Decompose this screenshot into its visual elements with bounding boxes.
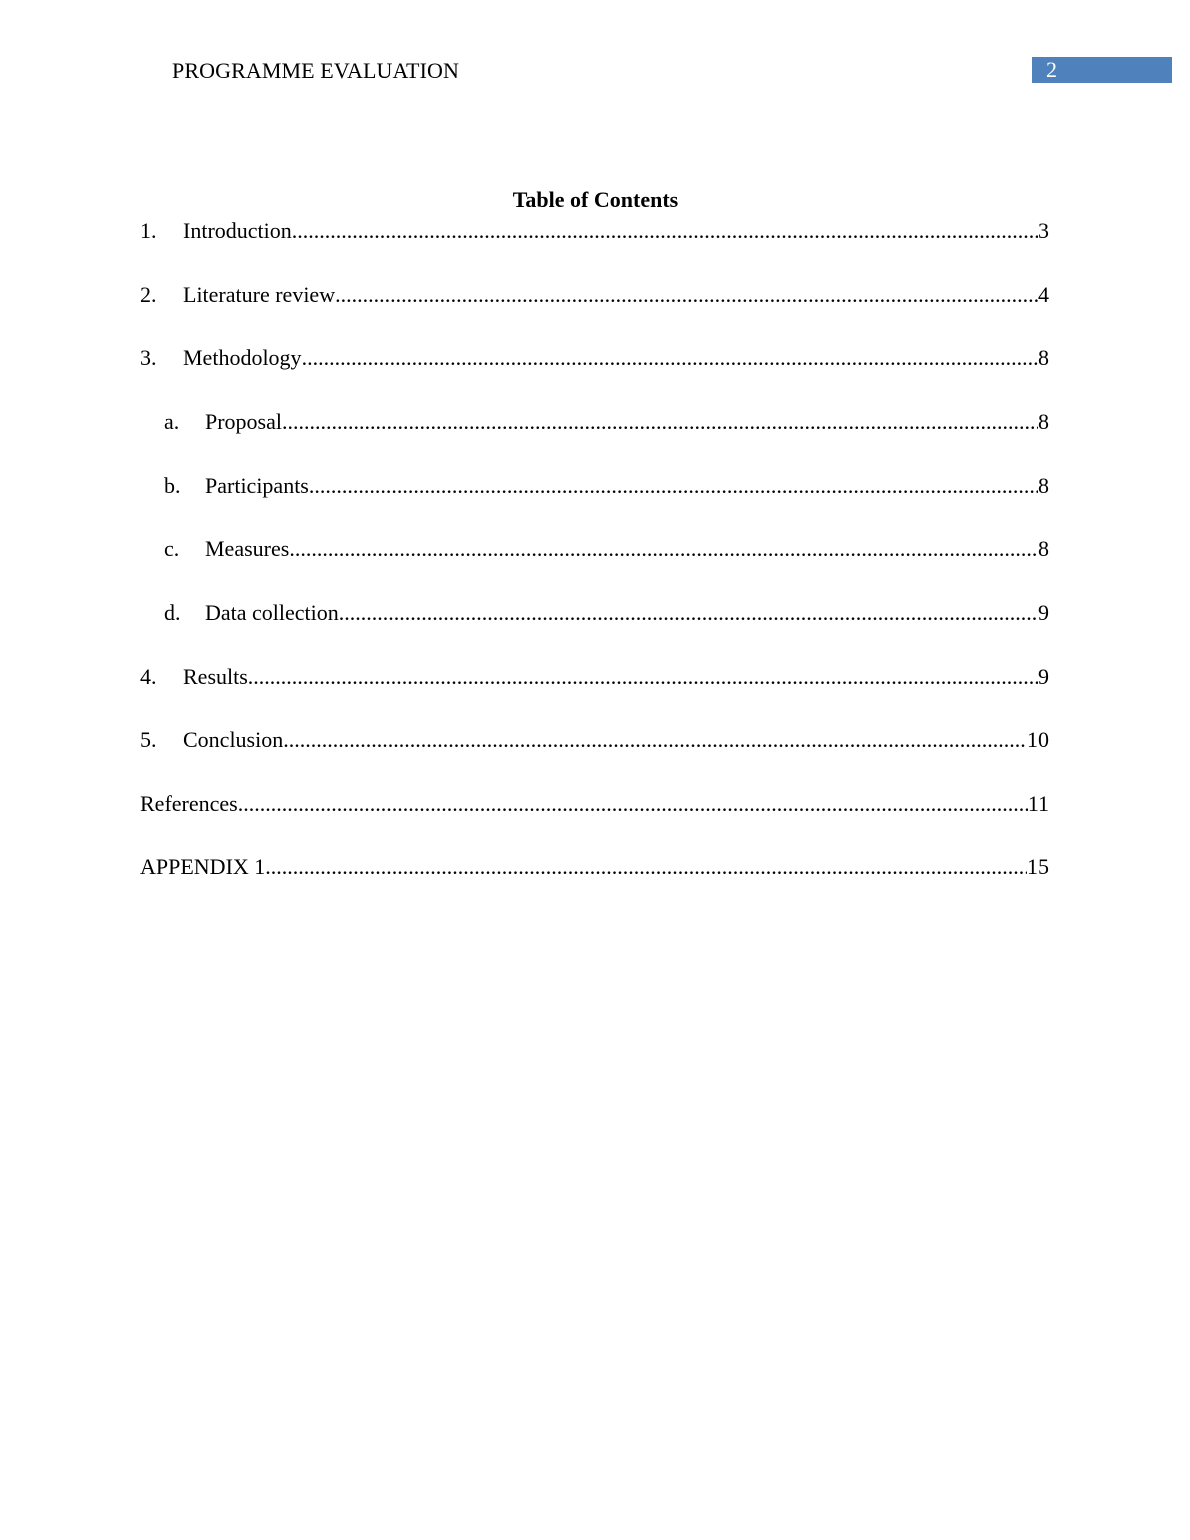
toc-entry-references[interactable] xyxy=(140,789,1049,819)
page-number: 2 xyxy=(1046,57,1057,82)
toc-title: Table of Contents xyxy=(512,187,679,212)
toc-entry-title: Conclusion xyxy=(183,727,284,752)
toc-entry-methodology[interactable] xyxy=(140,343,1049,373)
toc-entry-number: a. xyxy=(164,409,180,434)
toc-entry-title: Introduction xyxy=(183,218,292,243)
toc-entry-title: Literature review xyxy=(183,282,336,307)
toc-entry-proposal[interactable] xyxy=(164,407,1049,437)
running-head: PROGRAMME EVALUATION xyxy=(172,58,460,83)
toc-entry-page: 10 xyxy=(1027,727,1049,752)
dot-leader xyxy=(248,662,1038,692)
page-number-box xyxy=(1032,57,1172,83)
toc-entry-page: 11 xyxy=(1027,791,1049,816)
toc-entry-title: Methodology xyxy=(183,345,302,370)
toc-entry-title: APPENDIX 1 xyxy=(140,854,266,879)
toc-entry-number: b. xyxy=(164,473,181,498)
table-of-contents xyxy=(140,184,1049,879)
toc-entry-number: c. xyxy=(164,536,180,561)
toc-entry-page: 9 xyxy=(1038,664,1049,689)
page-header xyxy=(0,0,1190,100)
toc-entry-number: d. xyxy=(164,600,181,625)
toc-entry-literature-review[interactable] xyxy=(140,280,1049,310)
dot-leader xyxy=(335,280,1038,310)
toc-entry-page: 8 xyxy=(1038,345,1049,370)
toc-entry-page: 3 xyxy=(1038,218,1049,243)
toc-entry-title: Proposal xyxy=(205,409,282,434)
toc-entry-title: Participants xyxy=(205,473,309,498)
toc-entry-page: 15 xyxy=(1027,854,1049,879)
toc-entry-title: References xyxy=(140,791,238,816)
toc-entry-title: Measures xyxy=(205,536,290,561)
toc-entry-appendix-1[interactable] xyxy=(140,852,1049,882)
toc-entry-number: 4. xyxy=(140,664,157,689)
dot-leader xyxy=(282,407,1038,437)
toc-entry-participants[interactable] xyxy=(164,471,1049,501)
dot-leader xyxy=(238,789,1028,819)
toc-entry-number: 1. xyxy=(140,218,157,243)
toc-entry-page: 8 xyxy=(1038,409,1049,434)
toc-entry-title: Results xyxy=(183,664,248,689)
toc-entry-number: 3. xyxy=(140,345,157,370)
toc-entry-number: 2. xyxy=(140,282,157,307)
toc-entry-page: 8 xyxy=(1038,473,1049,498)
toc-entry-page: 8 xyxy=(1038,536,1049,561)
toc-entry-title: Data collection xyxy=(205,600,339,625)
dot-leader xyxy=(339,598,1038,628)
dot-leader xyxy=(265,852,1027,882)
dot-leader xyxy=(292,216,1038,246)
toc-entry-data-collection[interactable] xyxy=(164,598,1049,628)
toc-entry-results[interactable] xyxy=(140,662,1049,692)
toc-entry-introduction[interactable] xyxy=(140,216,1049,246)
toc-entry-page: 9 xyxy=(1038,600,1049,625)
dot-leader xyxy=(302,343,1038,373)
dot-leader xyxy=(283,725,1027,755)
toc-entry-number: 5. xyxy=(140,727,157,752)
toc-entry-conclusion[interactable] xyxy=(140,725,1049,755)
dot-leader xyxy=(309,471,1038,501)
toc-entry-page: 4 xyxy=(1038,282,1049,307)
toc-entry-measures[interactable] xyxy=(164,534,1049,564)
dot-leader xyxy=(289,534,1038,564)
